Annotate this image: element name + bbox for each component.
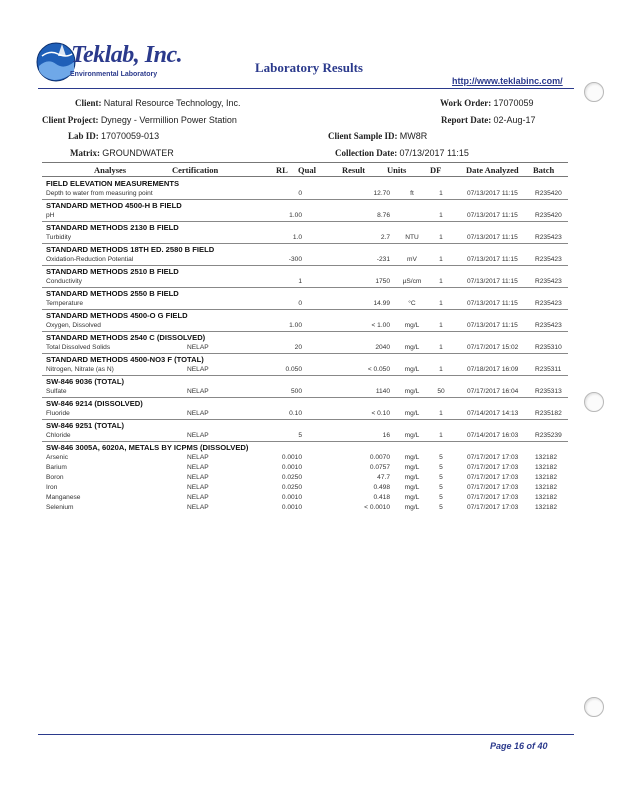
company-subtitle: Environmental Laboratory [70, 71, 158, 78]
units-cell: ft [410, 190, 414, 197]
method-title: STANDARD METHODS 2550 B FIELD [46, 289, 179, 298]
method-section-header [42, 221, 568, 233]
rl-cell: 0.10 [289, 410, 302, 417]
method-section-header [42, 243, 568, 255]
result-cell: < 0.0010 [364, 504, 390, 511]
method-title: SW-846 9036 (TOTAL) [46, 377, 125, 386]
rl-cell: 500 [290, 388, 302, 395]
rl-cell: 1.0 [292, 234, 302, 241]
table-row [42, 463, 568, 473]
analyte-cell: Depth to water from measuring point [46, 190, 153, 197]
units-cell: µS/cm [402, 278, 422, 285]
method-section-header [42, 441, 568, 453]
analyte-cell: Selenium [46, 504, 74, 511]
table-row [42, 211, 568, 221]
rl-cell: 0.0010 [281, 504, 302, 511]
df-cell: 5 [439, 454, 443, 461]
binder-hole [584, 82, 604, 102]
batch-cell: R235423 [535, 322, 562, 329]
company-name: Teklab, Inc. [71, 42, 183, 68]
col-df: DF [430, 165, 442, 175]
table-top-rule [42, 162, 568, 163]
date-analyzed-cell: 07/13/2017 11:15 [467, 322, 518, 329]
certification-cell: NELAP [187, 494, 209, 501]
date-analyzed-cell: 07/17/2017 16:04 [467, 388, 519, 395]
table-row [42, 473, 568, 483]
date-analyzed-cell: 07/14/2017 16:03 [467, 432, 519, 439]
matrix-field: Matrix: GROUNDWATER [70, 148, 174, 158]
date-analyzed-cell: 07/17/2017 17:03 [467, 464, 519, 471]
client-field: Client: Natural Resource Technology, Inc. [75, 98, 241, 108]
page-number: Page 16 of 40 [490, 741, 548, 751]
header-rule [38, 88, 574, 89]
certification-cell: NELAP [187, 504, 209, 511]
client-sample-id-field: Client Sample ID: MW8R [328, 131, 428, 141]
units-cell: °C [408, 300, 416, 307]
analyte-cell: Barium [46, 464, 67, 471]
rl-cell: 0.0010 [281, 454, 302, 461]
df-cell: 1 [439, 366, 443, 373]
batch-cell: R235313 [535, 388, 562, 395]
result-cell: 8.76 [377, 212, 390, 219]
method-section-header [42, 287, 568, 299]
date-analyzed-cell: 07/17/2017 17:03 [467, 454, 519, 461]
col-analyses: Analyses [94, 165, 127, 175]
table-row [42, 299, 568, 309]
analyte-cell: Iron [46, 484, 58, 491]
analyte-cell: Arsenic [46, 454, 68, 461]
result-cell: 12.70 [373, 190, 390, 197]
date-analyzed-cell: 07/14/2017 14:13 [467, 410, 519, 417]
rl-cell: 0.0010 [281, 494, 302, 501]
table-row [42, 321, 568, 331]
analyte-cell: Turbidity [46, 234, 72, 241]
table-row [42, 233, 568, 243]
analyte-cell: Fluoride [46, 410, 70, 417]
table-row [42, 409, 568, 419]
df-cell: 1 [439, 234, 443, 241]
result-cell: 0.0070 [369, 454, 390, 461]
date-analyzed-cell: 07/13/2017 11:15 [467, 256, 518, 263]
units-cell: mg/L [404, 454, 420, 461]
date-analyzed-cell: 07/18/2017 16:09 [467, 366, 519, 373]
df-cell: 50 [437, 388, 445, 395]
analyte-cell: Conductivity [46, 278, 82, 285]
rl-cell: 1.00 [289, 212, 302, 219]
batch-cell: R235423 [535, 256, 562, 263]
batch-cell: 132182 [535, 474, 558, 481]
date-analyzed-cell: 07/17/2017 15:02 [467, 344, 519, 351]
col-units: Units [387, 165, 407, 175]
table-row [42, 483, 568, 493]
table-row [42, 493, 568, 503]
result-cell: 1750 [375, 278, 390, 285]
result-cell: 2.7 [380, 234, 390, 241]
method-section-header [42, 199, 568, 211]
batch-cell: R235423 [535, 234, 562, 241]
table-row [42, 431, 568, 441]
analyte-cell: Chloride [46, 432, 71, 439]
date-analyzed-cell: 07/13/2017 11:15 [467, 278, 518, 285]
analyte-cell: Boron [46, 474, 64, 481]
method-title: STANDARD METHODS 2130 B FIELD [46, 223, 179, 232]
units-cell: mg/L [404, 388, 420, 395]
batch-cell: R235310 [535, 344, 562, 351]
method-title: STANDARD METHODS 4500-NO3 F (TOTAL) [46, 355, 204, 364]
work-order-field: Work Order: 17070059 [440, 98, 534, 108]
analyte-cell: pH [46, 212, 55, 219]
result-cell: < 0.10 [371, 410, 390, 417]
result-cell: 47.7 [377, 474, 390, 481]
method-title: STANDARD METHOD 4500-H B FIELD [46, 201, 182, 210]
analyte-cell: Oxidation-Reduction Potential [46, 256, 134, 263]
lab-id-field: Lab ID: 17070059-013 [68, 131, 160, 141]
rl-cell: -300 [288, 256, 302, 263]
batch-cell: 132182 [535, 494, 558, 501]
df-cell: 1 [439, 300, 443, 307]
method-title: STANDARD METHODS 2510 B FIELD [46, 267, 179, 276]
method-title: STANDARD METHODS 4500-O G FIELD [46, 311, 188, 320]
analyte-cell: Total Dissolved Solids [46, 344, 111, 351]
date-analyzed-cell: 07/13/2017 11:15 [467, 190, 518, 197]
report-date-field: Report Date: 02-Aug-17 [441, 115, 536, 125]
units-cell: mg/L [404, 410, 420, 417]
method-title: SW-846 9251 (TOTAL) [46, 421, 125, 430]
rl-cell: 20 [294, 344, 302, 351]
units-cell: mg/L [404, 474, 420, 481]
col-batch: Batch [533, 165, 555, 175]
date-analyzed-cell: 07/13/2017 11:15 [467, 300, 518, 307]
df-cell: 1 [439, 256, 443, 263]
df-cell: 5 [439, 464, 443, 471]
rl-cell: 0.0250 [281, 484, 302, 491]
batch-cell: R235239 [535, 432, 562, 439]
units-cell: mg/L [404, 432, 420, 439]
col-rl: RL [276, 165, 288, 175]
result-cell: 14.99 [373, 300, 390, 307]
col-result: Result [342, 165, 366, 175]
rl-cell: 1.00 [289, 322, 302, 329]
batch-cell: 132182 [535, 504, 558, 511]
method-title: SW-846 3005A, 6020A, METALS BY ICPMS (DISSOLVED) [46, 443, 249, 452]
method-title: STANDARD METHODS 2540 C (DISSOLVED) [46, 333, 206, 342]
method-section-header [42, 419, 568, 431]
certification-cell: NELAP [187, 454, 209, 461]
rl-cell: 0.0010 [281, 464, 302, 471]
results-table [42, 178, 568, 513]
table-header-rule [42, 176, 568, 177]
result-cell: < 0.050 [367, 366, 390, 373]
units-cell: mg/L [404, 344, 420, 351]
method-title: FIELD ELEVATION MEASUREMENTS [46, 179, 180, 188]
batch-cell: 132182 [535, 484, 558, 491]
result-cell: 2040 [375, 344, 390, 351]
batch-cell: R235423 [535, 300, 562, 307]
units-cell: mg/L [404, 484, 420, 491]
date-analyzed-cell: 07/17/2017 17:03 [467, 484, 519, 491]
result-cell: -231 [376, 256, 390, 263]
df-cell: 1 [439, 344, 443, 351]
date-analyzed-cell: 07/13/2017 11:15 [467, 212, 518, 219]
result-cell: 0.418 [373, 494, 390, 501]
result-cell: < 1.00 [371, 322, 390, 329]
units-cell: mg/L [404, 366, 420, 373]
result-cell: 0.498 [373, 484, 390, 491]
method-title: STANDARD METHODS 18TH ED. 2580 B FIELD [46, 245, 215, 254]
df-cell: 1 [439, 432, 443, 439]
batch-cell: R235311 [535, 366, 562, 373]
result-cell: 0.0757 [369, 464, 390, 471]
client-project-field: Client Project: Dynegy - Vermillion Power Station [42, 115, 237, 125]
certification-cell: NELAP [187, 388, 209, 395]
certification-cell: NELAP [187, 344, 209, 351]
method-title: SW-846 9214 (DISSOLVED) [46, 399, 143, 408]
batch-cell: R235182 [535, 410, 562, 417]
df-cell: 5 [439, 484, 443, 491]
result-cell: 16 [382, 432, 390, 439]
col-date-analyzed: Date Analyzed [466, 165, 519, 175]
table-row [42, 277, 568, 287]
date-analyzed-cell: 07/13/2017 11:15 [467, 234, 518, 241]
binder-hole [584, 392, 604, 412]
method-section-header [42, 178, 568, 189]
df-cell: 1 [439, 278, 443, 285]
certification-cell: NELAP [187, 410, 209, 417]
website-link[interactable]: http://www.teklabinc.com/ [452, 76, 563, 86]
date-analyzed-cell: 07/17/2017 17:03 [467, 494, 519, 501]
certification-cell: NELAP [187, 432, 209, 439]
method-section-header [42, 331, 568, 343]
table-row [42, 365, 568, 375]
rl-cell: 0 [298, 300, 302, 307]
method-section-header [42, 265, 568, 277]
method-section-header [42, 309, 568, 321]
df-cell: 5 [439, 504, 443, 511]
rl-cell: 0 [298, 190, 302, 197]
rl-cell: 1 [298, 278, 302, 285]
rl-cell: 0.050 [285, 366, 302, 373]
df-cell: 1 [439, 190, 443, 197]
footer-rule [38, 734, 574, 735]
analyte-cell: Sulfate [46, 388, 67, 395]
batch-cell: 132182 [535, 464, 558, 471]
units-cell: NTU [405, 234, 419, 241]
table-row [42, 255, 568, 265]
analyte-cell: Nitrogen, Nitrate (as N) [46, 366, 114, 373]
rl-cell: 5 [298, 432, 302, 439]
df-cell: 5 [439, 494, 443, 501]
table-row [42, 387, 568, 397]
collection-date-field: Collection Date: 07/13/2017 11:15 [335, 148, 469, 158]
df-cell: 5 [439, 474, 443, 481]
rl-cell: 0.0250 [281, 474, 302, 481]
units-cell: mg/L [404, 494, 420, 501]
units-cell: mg/L [404, 322, 420, 329]
method-section-header [42, 397, 568, 409]
df-cell: 1 [439, 212, 443, 219]
binder-hole [584, 697, 604, 717]
table-row [42, 453, 568, 463]
df-cell: 1 [439, 322, 443, 329]
certification-cell: NELAP [187, 484, 209, 491]
analyte-cell: Temperature [46, 300, 84, 307]
result-cell: 1140 [375, 388, 390, 395]
units-cell: mg/L [404, 464, 420, 471]
table-row [42, 189, 568, 199]
method-section-header [42, 353, 568, 365]
report-title: Laboratory Results [255, 60, 363, 75]
analyte-cell: Manganese [46, 494, 81, 501]
batch-cell: R235420 [535, 190, 562, 197]
date-analyzed-cell: 07/17/2017 17:03 [467, 474, 519, 481]
col-certification: Certification [172, 165, 219, 175]
col-qual: Qual [298, 165, 316, 175]
batch-cell: R235423 [535, 278, 562, 285]
units-cell: mg/L [404, 504, 420, 511]
analyte-cell: Oxygen, Dissolved [46, 322, 101, 329]
method-section-header [42, 375, 568, 387]
batch-cell: R235420 [535, 212, 562, 219]
batch-cell: 132182 [535, 454, 558, 461]
certification-cell: NELAP [187, 464, 209, 471]
df-cell: 1 [439, 410, 443, 417]
units-cell: mV [407, 256, 417, 263]
table-row [42, 503, 568, 513]
table-row [42, 343, 568, 353]
date-analyzed-cell: 07/17/2017 17:03 [467, 504, 519, 511]
certification-cell: NELAP [187, 474, 209, 481]
certification-cell: NELAP [187, 366, 209, 373]
